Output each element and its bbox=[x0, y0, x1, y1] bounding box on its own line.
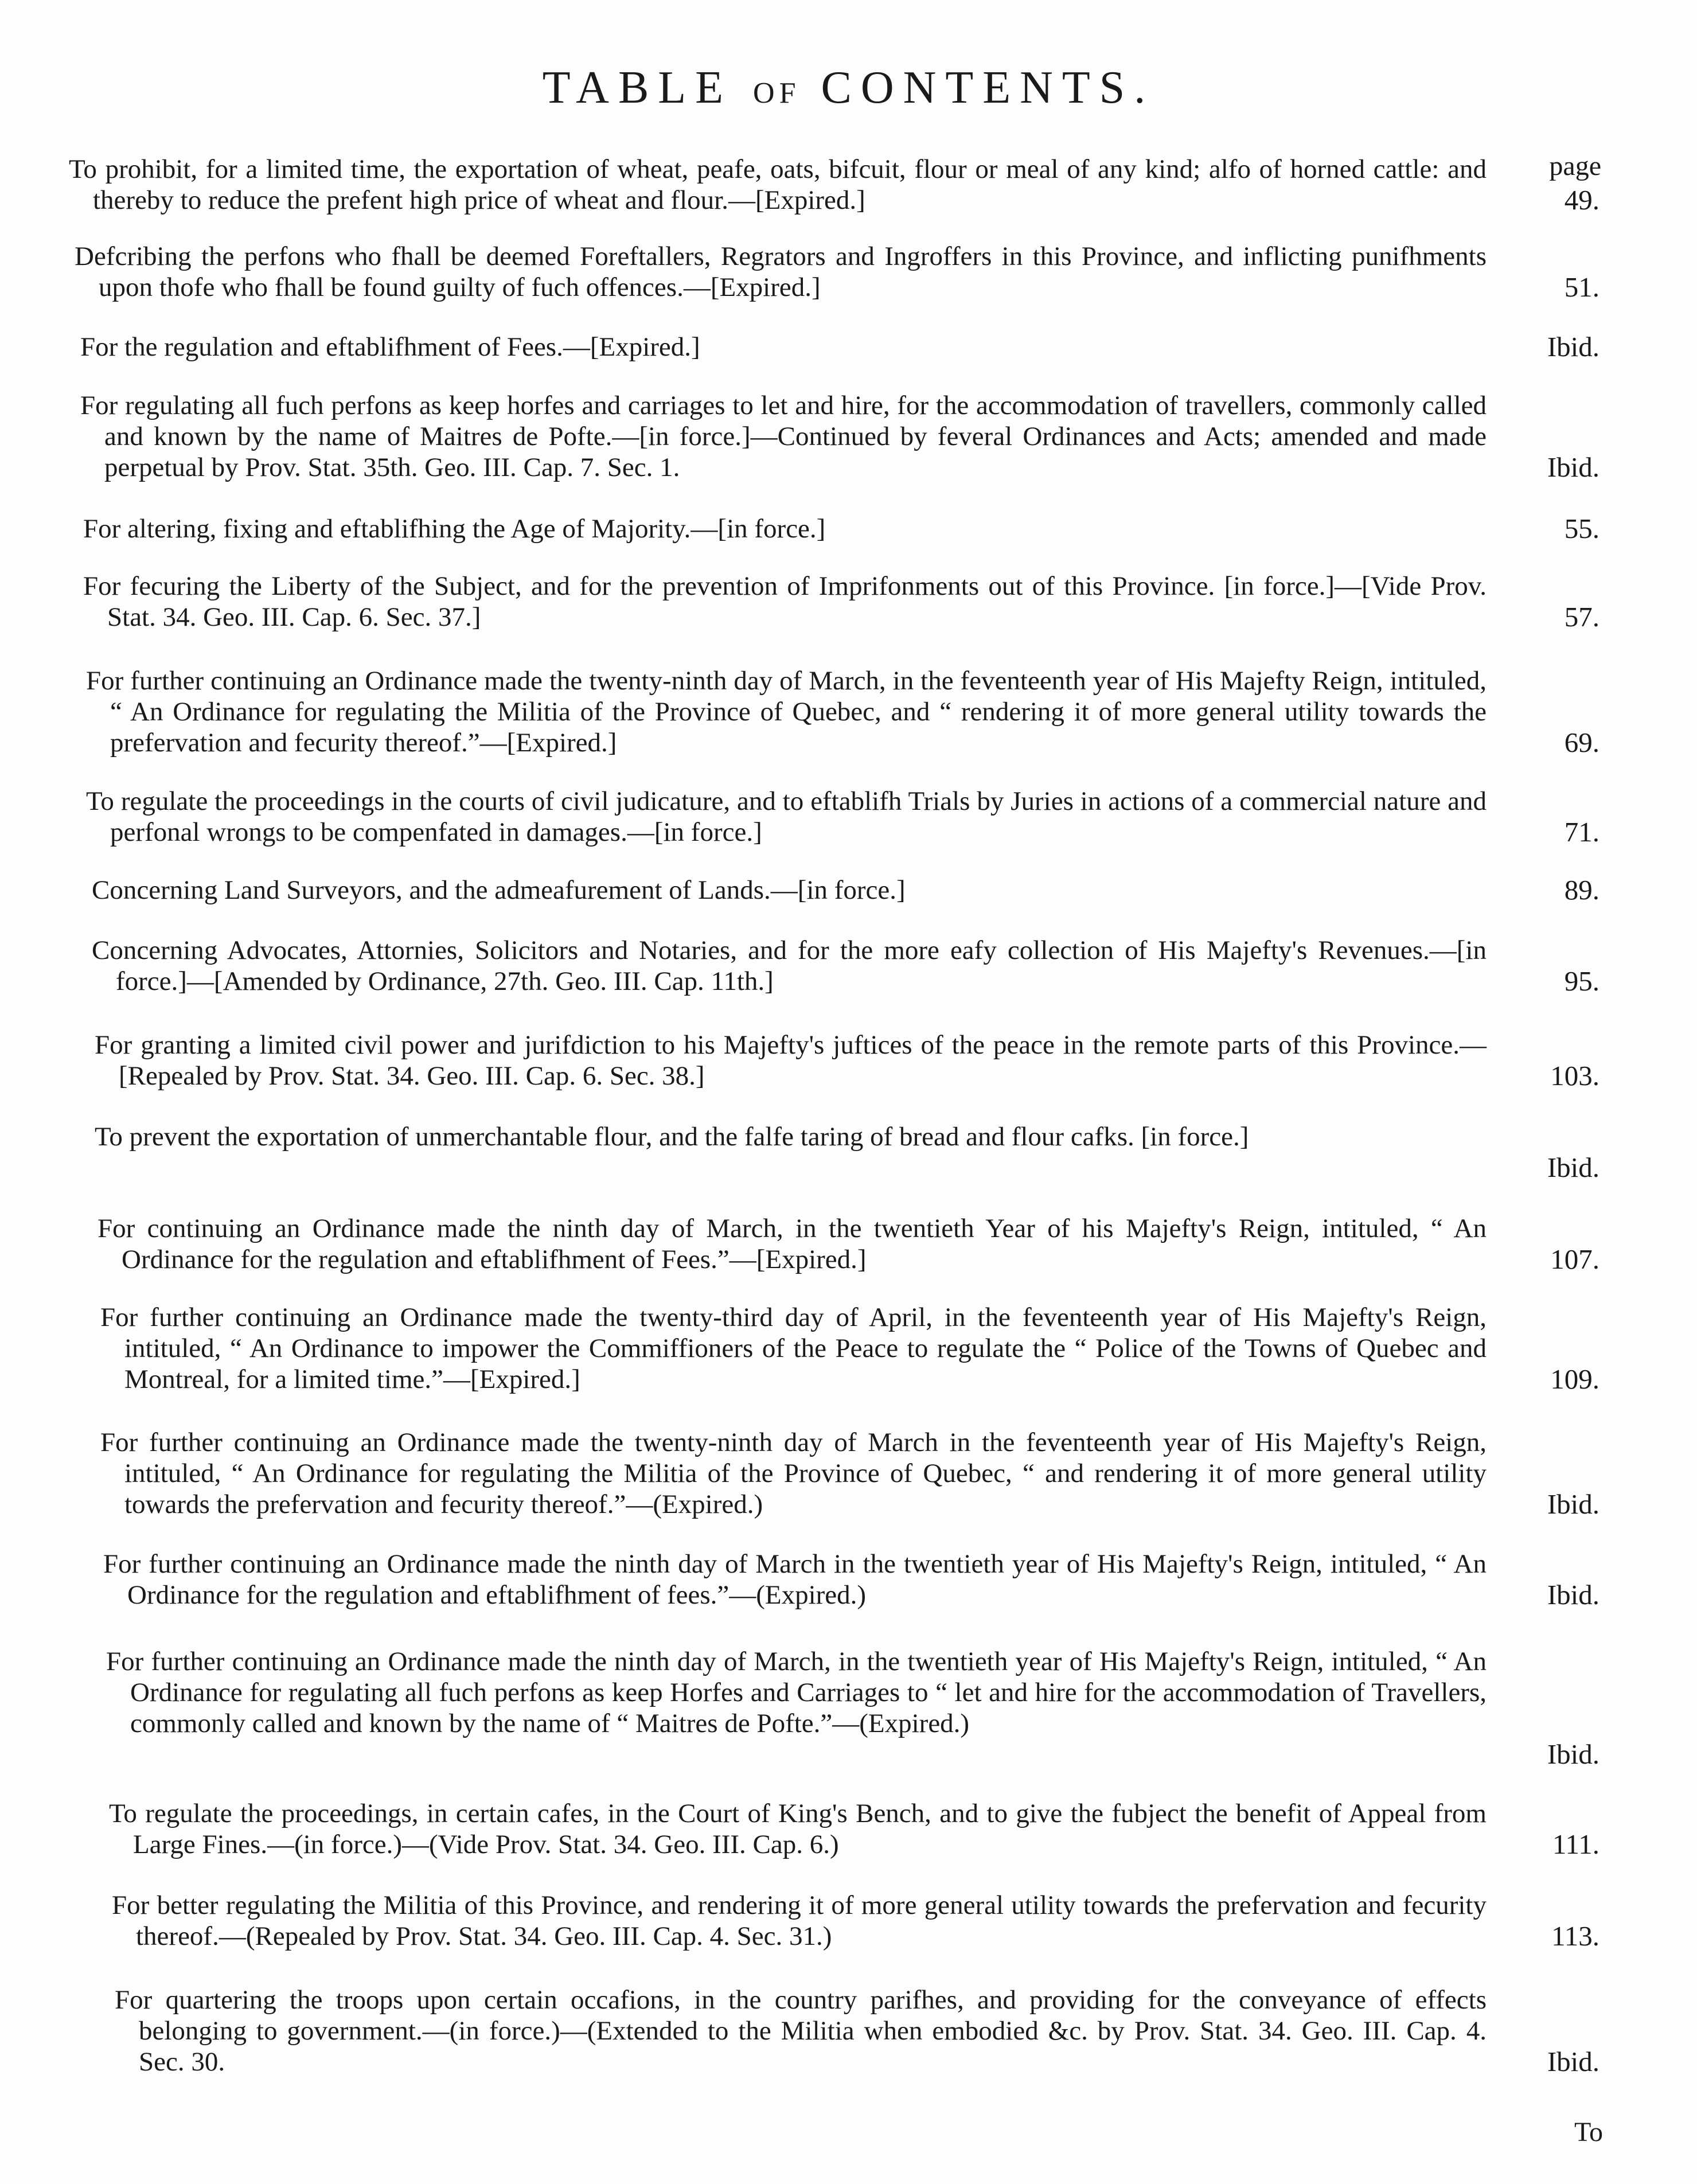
title-word-contents: CONTENTS. bbox=[821, 63, 1155, 113]
toc-entry bbox=[0, 1549, 1697, 1610]
toc-entry-text: Concerning Land Surveyors, and the admeafurement of Lands.—[in force.] bbox=[92, 875, 906, 905]
toc-entry bbox=[0, 1798, 1697, 1860]
toc-entry-text: For quartering the troops upon certain occafions, in the country parifhes, and providing for the conveyance of effects belonging to government.—(in force.)—(Extended to the Militia when embodied &c. by Prov. Stat. 34. Geo. III. Cap. 4. Sec. 30. bbox=[115, 1985, 1487, 2077]
catchword: To bbox=[1574, 2117, 1603, 2147]
toc-entry-page: Ibid. bbox=[1547, 331, 1600, 362]
toc-entry-page: 71. bbox=[1564, 816, 1600, 848]
toc-entry-text: To regulate the proceedings, in certain cafes, in the Court of King's Bench, and to give the fubject the benefit of Appeal from Large Fines.—(in force.)—(Vide Prov. Stat. 34. Geo. III. Cap. 6.) bbox=[109, 1799, 1487, 1859]
toc-entry-page: Ibid. bbox=[1547, 1738, 1600, 1770]
toc-entry-text: For further continuing an Ordinance made the twenty-ninth day of March in the feventeenth year of His Majefty's Reign, intituled, “ An Ordinance for regulating the Militia of the Province of Quebec, “ and rendering it of more general utility towards the prefervation and fecurity thereof.”—(Expired.) bbox=[100, 1428, 1487, 1519]
toc-entry bbox=[0, 513, 1697, 544]
toc-entry-text: For altering, fixing and eftablifhing the Age of Majority.—[in force.] bbox=[83, 514, 826, 544]
toc-entry bbox=[0, 786, 1697, 848]
toc-entry bbox=[0, 1121, 1697, 1183]
toc-entry bbox=[0, 875, 1697, 906]
toc-entry-page: 107. bbox=[1550, 1243, 1600, 1275]
title-word-table: TABLE bbox=[542, 63, 733, 113]
toc-entry-page: 55. bbox=[1564, 513, 1600, 544]
toc-entry-page: Ibid. bbox=[1547, 451, 1600, 483]
toc-entry-page: Ibid. bbox=[1547, 1579, 1600, 1610]
toc-entry-page: 103. bbox=[1550, 1060, 1600, 1091]
toc-entry bbox=[0, 154, 1697, 216]
toc-entry-text: Defcribing the perfons who fhall be deemed Foreftallers, Regrators and Ingroffers in this Province, and inflicting punifhments upon thofe who fhall be found guilty of fuch offences.—[Expired.] bbox=[75, 241, 1487, 302]
toc-entry-page: 95. bbox=[1564, 965, 1600, 997]
toc-entry-text: For further continuing an Ordinance made the twenty-ninth day of March, in the feventeenth year of His Majefty Reign, intituled, “ An Ordinance for regulating the Militia of the Province of Quebec, and “ rendering it of more general utility towards the prefervation and fecurity thereof.”—[Expired.] bbox=[86, 666, 1487, 758]
toc-entry-page: Ibid. bbox=[1547, 1152, 1600, 1183]
toc-entry-page: 51. bbox=[1564, 271, 1600, 303]
toc-entry bbox=[0, 1646, 1697, 1770]
toc-entry-text: For granting a limited civil power and jurifdiction to his Majefty's juftices of the peace in the remote parts of this Province.—[Repealed by Prov. Stat. 34. Geo. III. Cap. 6. Sec. 38.] bbox=[95, 1030, 1487, 1091]
toc-entry-text: For better regulating the Militia of this Province, and rendering it of more general utility towards the prefervation and fecurity thereof.—(Repealed by Prov. Stat. 34. Geo. III. Cap. 4. Sec. 31.) bbox=[112, 1890, 1487, 1951]
toc-entry-page: 111. bbox=[1552, 1828, 1600, 1860]
toc-entry-text: For further continuing an Ordinance made the ninth day of March, in the twentieth year of His Majefty's Reign, intituled, “ An Ordinance for regulating all fuch perfons as keep Horfes and Carriages to “ let and hire for the accommodation of Travellers, commonly called and known by the name of “ Maitres de Pofte.”—(Expired.) bbox=[106, 1647, 1487, 1738]
page-column-label: page bbox=[1549, 151, 1601, 181]
toc-entry bbox=[0, 1890, 1697, 1952]
toc-entry-text: For regulating all fuch perfons as keep horfes and carriages to let and hire, for the accommodation of travellers, commonly called and known by the name of Maitres de Pofte.—[in force.]—Continued by feveral Ordinances and Acts; amended and made perpetual by Prov. Stat. 35th. Geo. III. Cap. 7. Sec. 1. bbox=[80, 391, 1487, 482]
toc-entry bbox=[0, 1984, 1697, 2077]
toc-entry bbox=[0, 332, 1697, 362]
toc-entry-text: Concerning Advocates, Attornies, Solicitors and Notaries, and for the more eafy collection of His Majefty's Revenues.—[in force.]—[Amended by Ordinance, 27th. Geo. III. Cap. 11th.] bbox=[92, 935, 1487, 996]
toc-entry-page: 89. bbox=[1564, 874, 1600, 906]
toc-entry-text: For the regulation and eftablifhment of Fees.—[Expired.] bbox=[80, 332, 700, 362]
toc-entry-text: For further continuing an Ordinance made the ninth day of March in the twentieth year of His Majefty's Reign, intituled, “ An Ordinance for the regulation and eftablifhment of fees.”—(Expired.) bbox=[103, 1549, 1487, 1610]
toc-entry bbox=[0, 571, 1697, 633]
toc-entry bbox=[0, 935, 1697, 997]
toc-entry-text: To regulate the proceedings in the courts of civil judicature, and to eftablifh Trials by Juries in actions of a commercial nature and perfonal wrongs to be compenfated in damages.—[in force.] bbox=[86, 786, 1487, 847]
toc-entry bbox=[0, 1029, 1697, 1091]
page-title bbox=[0, 62, 1697, 114]
toc-entry-text: For fecuring the Liberty of the Subject, and for the prevention of Imprifonments out of this Province. [in force.]—[Vide Prov. Stat. 34. Geo. III. Cap. 6. Sec. 37.] bbox=[83, 571, 1487, 632]
toc-entry bbox=[0, 390, 1697, 483]
toc-entry-text: For further continuing an Ordinance made the twenty-third day of April, in the feventeenth year of His Majefty's Reign, intituled, “ An Ordinance to impower the Commiffioners of the Peace to regulate the “ Police of the Towns of Quebec and Montreal, for a limited time.”—[Expired.] bbox=[100, 1302, 1487, 1394]
toc-entry-page: 109. bbox=[1550, 1363, 1600, 1395]
title-word-of: OF bbox=[753, 77, 801, 110]
toc-entry-page: 113. bbox=[1551, 1920, 1600, 1952]
toc-entry bbox=[0, 665, 1697, 758]
toc-entry bbox=[0, 1302, 1697, 1395]
toc-entry-page: 49. bbox=[1564, 184, 1600, 216]
toc-entry-page: Ibid. bbox=[1547, 1488, 1600, 1520]
toc-entry-text: For continuing an Ordinance made the ninth day of March, in the twentieth Year of his Majefty's Reign, intituled, “ An Ordinance for the regulation and eftablifhment of Fees.”—[Expired.] bbox=[97, 1214, 1487, 1274]
toc-entry bbox=[0, 1427, 1697, 1520]
toc-entry-page: 57. bbox=[1564, 601, 1600, 633]
toc-entry-text: To prohibit, for a limited time, the exportation of wheat, peafe, oats, bifcuit, flour or meal of any kind; alfo of horned cattle: and thereby to reduce the prefent high price of wheat and flour.—[Expired.] bbox=[69, 154, 1487, 215]
toc-entry-page: 69. bbox=[1564, 727, 1600, 758]
toc-entry bbox=[0, 1213, 1697, 1275]
toc-entry-page: Ibid. bbox=[1547, 2046, 1600, 2077]
toc-entry-text: To prevent the exportation of unmerchantable flour, and the falfe taring of bread and flour cafks. [in force.] bbox=[95, 1122, 1249, 1152]
toc-entry bbox=[0, 241, 1697, 303]
